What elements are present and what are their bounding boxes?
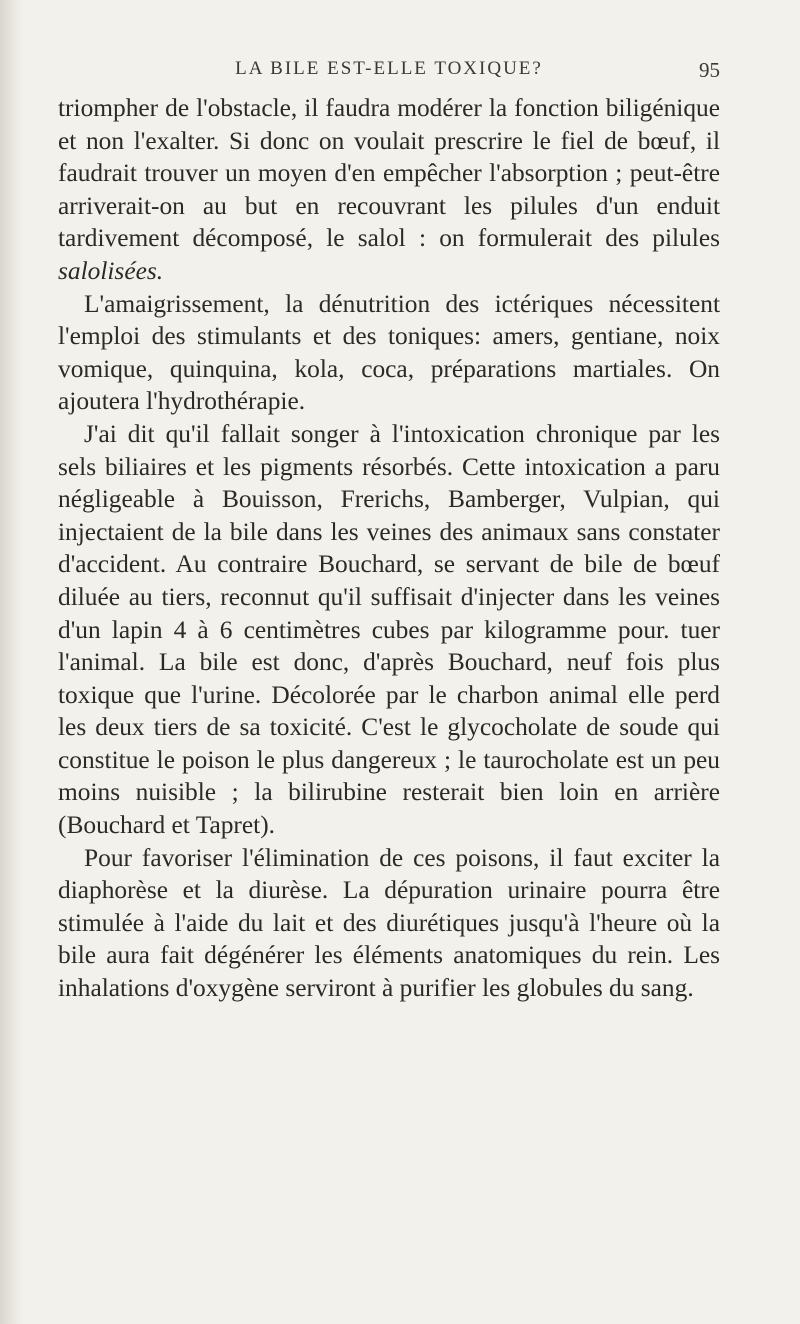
page-number: 95 xyxy=(699,58,720,82)
running-head xyxy=(58,58,720,88)
paragraph-1-emphasis: salolisées. xyxy=(58,256,164,285)
paragraph-1-text: triompher de l'obstacle, il faudra modérer la fonction biligénique et non l'exalter. Si donc on voulait prescrire le fiel de bœuf, il faudrait trouver un moyen d'en empêcher l'absorption ; peut-être arriverait-on au but en recouvrant les pilules d'un enduit tardivement décomposé, le salol : on formulerait des pilules xyxy=(58,94,720,253)
paragraph-1 xyxy=(58,92,720,288)
paragraph-4: Pour favoriser l'élimination de ces poisons, il faut exciter la diaphorèse et la diurèse. La dépuration urinaire pourra être stimulée à l'aide du lait et des diurétiques jusqu'à l'heure où la bile aura fait dégénérer les éléments anatomiques du rein. Les inhalations d'oxygène serviront à purifier les globules du sang. xyxy=(58,843,720,1003)
running-title: LA BILE EST-ELLE TOXIQUE? xyxy=(235,58,543,79)
paragraph-3: J'ai dit qu'il fallait songer à l'intoxication chronique par les sels biliaires et les pigments résorbés. Cette intoxication a paru négligeable à Bouisson, Frerichs, Bamberger, Vulpian, qui injectaient de la bile dans les veines des animaux sans constater d'accident. Au contraire Bouchard, se servant de bile de bœuf diluée au tiers, reconnut qu'il suffisait d'injecter dans les veines d'un lapin 4 à 6 centimètres cubes par kilogramme pour. tuer l'animal. La bile est donc, d'après Bouchard, neuf fois plus toxique que l'urine. Décolorée par le charbon animal elle perd les deux tiers de sa toxicité. C'est le glycocholate de soude qui constitue le poison le plus dangereux ; le taurocholate est un peu moins nuisible ; la bilirubine resterait bien loin en arrière (Bouchard et Tapret). xyxy=(58,419,720,840)
body-text xyxy=(58,92,720,1005)
binding-shadow xyxy=(0,0,22,1324)
paragraph-2: L'amaigrissement, la dénutrition des ictériques nécessitent l'emploi des stimulants et des toniques: amers, gentiane, noix vomique, quinquina, kola, coca, préparations martiales. On ajoutera l'hydrothérapie. xyxy=(58,289,720,416)
